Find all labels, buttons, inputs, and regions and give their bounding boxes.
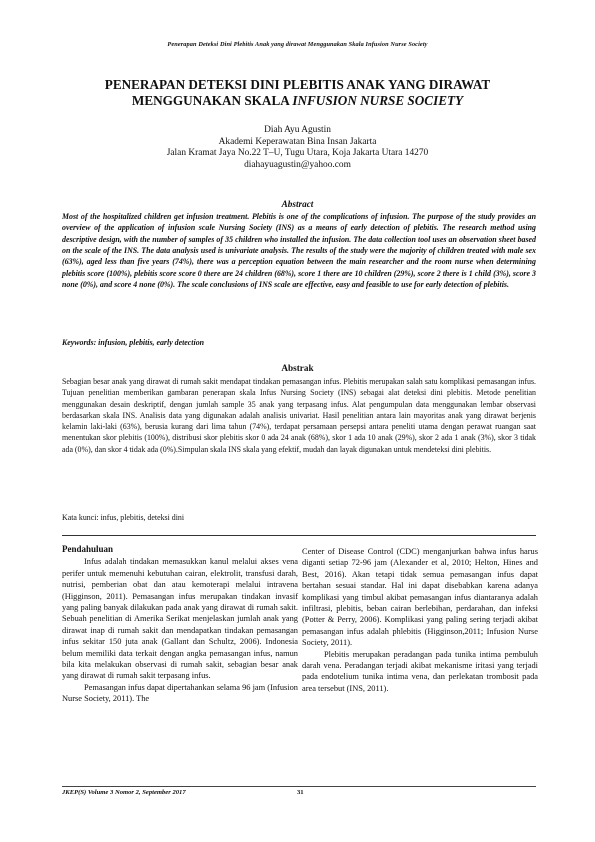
title-line-2 [60,93,535,109]
author-block [90,125,505,171]
author-email[interactable]: diahayuagustin@yahoo.com [244,159,351,170]
running-head: Penerapan Deteksi Dini Plebitis Anak yang dirawat Menggunakan Skala Infusion Nurse Society [167,41,428,48]
keywords-english: Keywords: infusion, plebitis, early detection [62,338,205,347]
body-column-left [62,544,298,705]
author-name: Diah Ayu Agustin [264,125,331,135]
paragraph-plebitis: Plebitis merupakan peradangan pada tunika intima pembuluh darah vena. Peradangan terjadi akibat mekanisme iritasi yang terjadi pada endotelium tunika intima vena, dan perlekatan trombosit pada area tersebut (INS, 2011). [302,649,538,693]
section-divider [62,535,536,536]
footer-rule [62,786,536,787]
keywords-indonesian: Kata kunci: infus, plebitis, deteksi dini [62,513,185,522]
paper-title [60,77,535,109]
title-line-2-plain: MENGGUNAKAN SKALA [131,93,293,108]
footer-journal: JKEP(S) Volume 3 Nomor 2, September 2017 [62,789,186,796]
paragraph-intro-2: Pemasangan infus dapat dipertahankan selama 96 jam (Infusion Nurse Society, 2011). The [62,682,298,704]
author-affiliation: Akademi Keperawatan Bina Insan Jakarta [218,136,377,147]
page-number: 31 [297,789,304,796]
paragraph-cdc: Center of Disease Control (CDC) menganjurkan bahwa infus harus diganti setiap 72-96 jam (Alexander et al, 2010; Helton, Hines and Best, 2016). Akan tetapi tidak semua pemasangan infus dapat bertahan sesuai standar. Hal ini dapat disebabkan karena adanya komplikasi yang timbul akibat pemasangan infus diantaranya adalah infiltrasi, plebitis, beban cairan berlebihan, perdarahan, dan infeksi (Potter & Perry, 2006). Komplikasi yang paling sering terjadi akibat pemasangan infus adalah phlebitis (Higginson,2011; Infusion Nurse Society, 2011). [302,547,538,648]
section-heading-pendahuluan: Pendahuluan [62,544,114,554]
abstract-english-text: Most of the hospitalized children get infusion treatment. Plebitis is one of the complications of infusion. The purpose of the study provides an overview of the application of infusion scale Nursing Society (INS) as a means of early detection of plebitis. The research method using descriptive design, with the number of samples of 35 children who installed the infusion. The data collection tool uses an observation sheet based on the scale of the INS. The data analysis used is univariate analysis. The results of the study were the majority of children treated with male sex (63%), aged less than five years (74%), there was a perception equation between the main researcher and the room nurse when determining plebitis score (100%), plebitis score score 0 there are 24 children (68%), score 1 there are 10 children (29%), score 2 there is 1 child (3%), score 3 none (0%), and score 4 none (0%). The scale conclusions of INS scale are effective, easy and feasible to use for early detection of plebitis. [62,212,536,290]
body-column-right [302,546,538,694]
title-line-2-italic: INFUSION NURSE SOCIETY [292,93,464,108]
abstract-heading: Abstract [281,199,314,209]
title-line-1: PENERAPAN DETEKSI DINI PLEBITIS ANAK YANG DIRAWAT [104,77,491,92]
author-address: Jalan Kramat Jaya No.22 T–U, Tugu Utara, Koja Jakarta Utara 14270 [166,148,429,159]
page-footer [62,789,536,796]
paragraph-intro-1: Infus adalah tindakan memasukkan kanul melalui akses vena perifer untuk memenuhi kebutuhan cairan, elektrolit, transfusi darah, nutrisi, pemberian obat dan atau kemoterapi melalui intravena (Higginson, 2011). Pemasangan infus merupakan tindakan invasif yang paling banyak dilakukan pada anak yang dirawat di rumah sakit. Sebuah penelitian di Amerika Serikat menjelaskan jumlah anak yang dirawat inap di rumah sakit dan mendapatkan tindakan pemasangan infus sekitar 150 juta anak (Gallant dan Schultz, 2006). Indonesia belum memiliki data terkait dengan angka pemasangan infus, namun bila kita melakukan observasi di rumah sakit, sebagian besar anak yang dirawat di rumah sakit terpasang infus. [62,557,298,681]
abstrak-indonesian-text: Sebagian besar anak yang dirawat di rumah sakit mendapat tindakan pemasangan infus. Plebitis merupakan salah satu komplikasi pemasangan infus. Tujuan penelitian memberikan gambaran penerapan skala Infus Nursing Society (INS) sebagai alat deteksi dini plebitis. Metode penelitian menggunakan desain deskriptif, dengan jumlah sample 35 anak yang terpasang infus. Alat pengumpulan data menggunakan lembar observasi berdasarkan skala INS. Analisis data yang digunakan adalah analisis univariat. Hasil penelitian antara lain mayoritas anak yang dirawat berjenis kelamin laki-laki (63%), berusia kurang dari lima tahun (74%), terdapat persamaan persepsi antara peneliti utama dengan perawat ruangan saat menentukan skor plebitis (100%), distribusi skor plebitis skor 0 ada 24 anak (68%), skor 1 ada 10 anak (29%), skor 2 ada 1 anak (3%), skor 3 tidak ada (0%), dan skor 4 tidak ada (0%).Simpulan skala INS skala yang efektif, mudah dan layak digunakan untuk mendeteksi dini plebitis. [62,377,536,454]
abstrak-heading: Abstrak [281,363,314,373]
